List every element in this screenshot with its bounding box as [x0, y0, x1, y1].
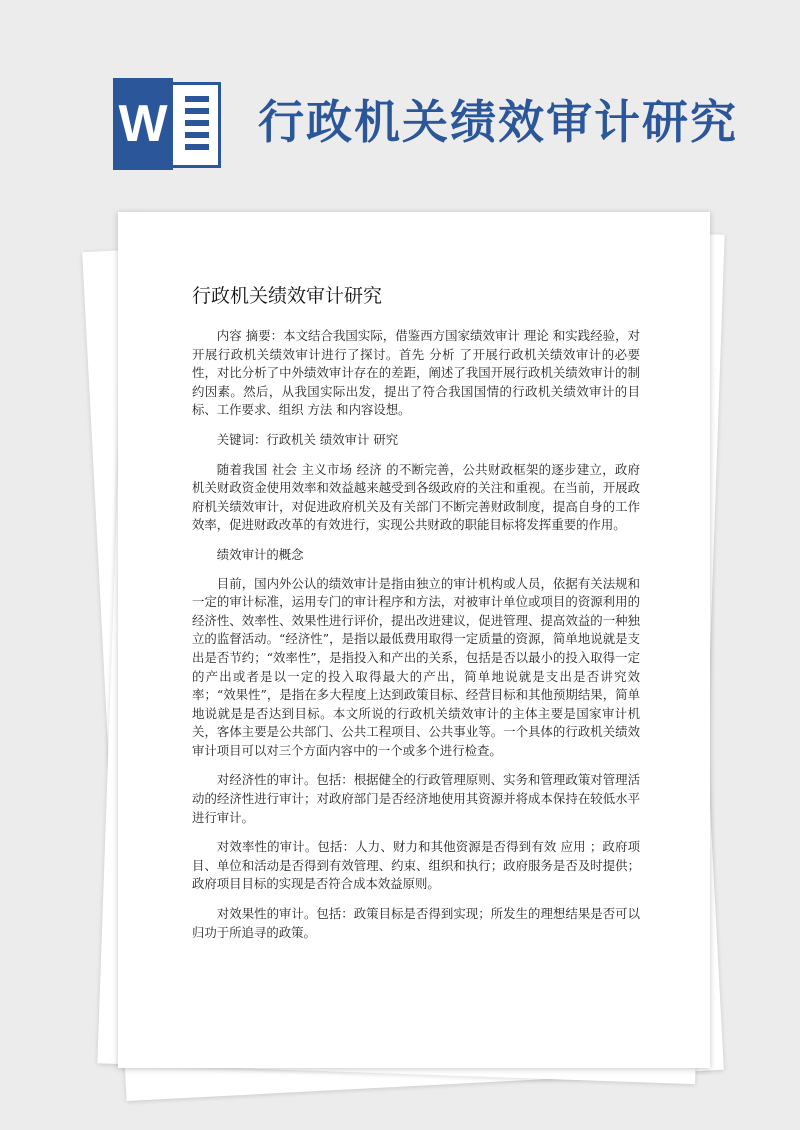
economy-audit-paragraph: 对经济性的审计。包括：根据健全的行政管理原则、实务和管理政策对管理活动的经济性进行审计；对政府部门是否经济地使用其资源并将成本保持在较低水平进行审计。 — [192, 772, 640, 825]
efficiency-audit-paragraph: 对效率性的审计。包括：人力、财力和其他资源是否得到有效 应用 ；政府项目、单位和活动是否得到有效管理、约束、组织和执行；政府服务是否及时提供；政府项目目标的实现是否符合成本效益原则。 — [192, 839, 640, 892]
document-title: 行政机关绩效审计研究 — [192, 285, 383, 307]
word-icon — [113, 78, 225, 170]
section-heading: 绩效审计的概念 — [216, 546, 304, 562]
definition-paragraph: 目前，国内外公认的绩效审计是指由独立的审计机构或人员，依据有关法规和一定的审计标准，运用专门的审计程序和方法，对被审计单位或项目的资源利用的经济性、效率性、效果性进行评价，提出改进建议，促进管理、提高效益的一种独立的监督活动。“经济性”，是指以最低费用取得一定质量的资源，简单地说就是支出是否节约；“效率性”，是指投入和产出的关系，包括是否以最小的投入取得一定的产出或者是以一定的投入取得最大的产出，简单地说就是支出是否讲究效率；“效果性”，是指在多大程度上达到政策目标、经营目标和其他预期结果，简单地说就是是否达到目标。本文所说的行政机关绩效审计的主体主要是国家审计机关，客体主要是公共部门、公共工程项目、公共事业等。一个具体的行政机关绩效审计项目可以对三个方面内容中的一个或多个进行检查。 — [192, 575, 640, 758]
keywords-line: 关键词：行政机关 绩效审计 研究 — [216, 431, 399, 447]
effectiveness-audit-paragraph: 对效果性的审计。包括：政策目标是否得到实现；所发生的理想结果是否可以归功于所追寻的政策。 — [192, 906, 640, 940]
intro-paragraph: 随着我国 社会 主义市场 经济 的不断完善，公共财政框架的逐步建立，政府机关财政资金使用效率和效益越来越受到各级政府的关注和重视。在当前，开展政府机关绩效审计，对促进政府机关及有关部门不断完善财政制度，提高自身的工作效率，促进财政改革的有效进行，实现公共财政的职能目标将发挥重要的作用。 — [192, 461, 640, 533]
document-body — [192, 327, 640, 953]
banner-title: 行政机关绩效审计研究 — [258, 95, 738, 149]
word-letter-badge: W — [113, 78, 173, 170]
abstract-paragraph: 内容 摘要：本文结合我国实际，借鉴西方国家绩效审计 理论 和实践经验，对开展行政机关绩效审计进行了探讨。首先 分析 了开展行政机关绩效审计的必要性，对比分析了中外绩效审计存在的差距，阐述了我国开展行政机关绩效审计的制约因素。然后，从我国实际出发，提出了符合我国国情的行政机关绩效审计的目标、工作要求、组织 方法 和内容设想。 — [192, 328, 640, 418]
